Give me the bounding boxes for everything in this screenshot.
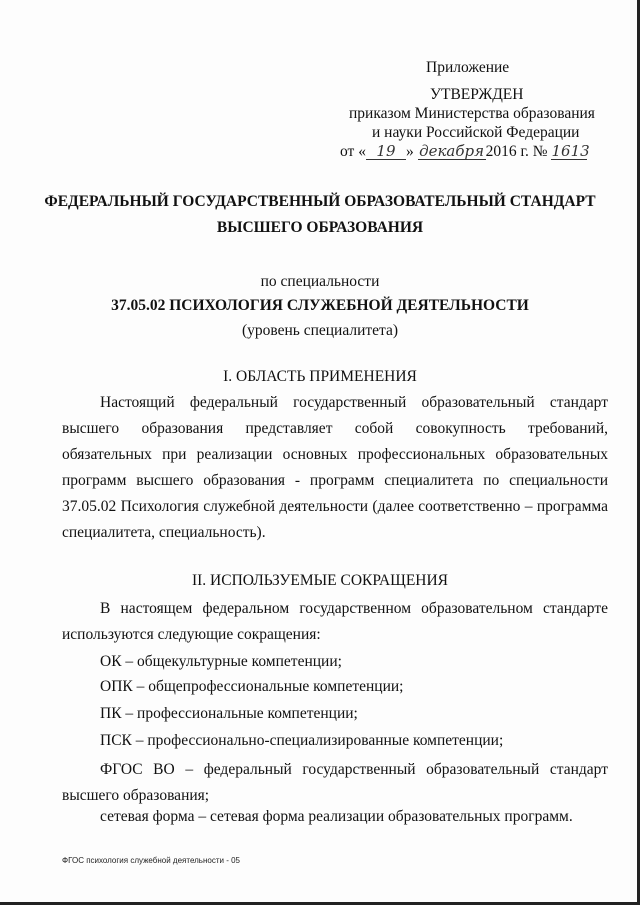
document-title-line1: ФЕДЕРАЛЬНЫЙ ГОСУДАРСТВЕННЫЙ ОБРАЗОВАТЕЛЬНЫЙ СТАНДАРТ bbox=[44, 193, 596, 210]
abbreviation-item: ОК – общекультурные компетенции; bbox=[100, 653, 342, 670]
page-footer: ФГОС психология служебной деятельности - 05 bbox=[62, 856, 240, 865]
approval-date-line bbox=[340, 142, 590, 161]
abbreviation-item: ФГОС ВО – федеральный государственный образовательный стандарт высшего образования; bbox=[62, 761, 608, 804]
approved-label: УТВЕРЖДЕН bbox=[430, 86, 524, 103]
specialty-prefix: по специальности bbox=[260, 273, 380, 290]
abbreviation-item: ОПК – общепрофессиональные компетенции; bbox=[100, 678, 404, 695]
date-year: 2016 г. № bbox=[485, 143, 548, 160]
approval-order-line: приказом Министерства образования bbox=[349, 105, 595, 122]
document-title-line2: ВЫСШЕГО ОБРАЗОВАНИЯ bbox=[216, 219, 424, 236]
appendix-label: Приложение bbox=[426, 59, 510, 76]
abbreviation-item: ПК – профессиональные компетенции; bbox=[100, 705, 358, 722]
abbreviation-item: сетевая форма – сетевая форма реализации образовательных программ. bbox=[100, 808, 573, 825]
handwritten-month: декабря bbox=[419, 142, 485, 160]
abbreviation-item: ПСК – профессионально-специализированные компетенции; bbox=[100, 732, 504, 749]
date-prefix: от « bbox=[340, 143, 366, 160]
specialty-level: (уровень специалитета) bbox=[241, 322, 399, 339]
specialty-name: 37.05.02 ПСИХОЛОГИЯ СЛУЖЕБНОЙ ДЕЯТЕЛЬНОСТИ bbox=[111, 297, 529, 314]
section2-intro: В настоящем федеральном государственном образовательном стандарте используются следующие сокращения: bbox=[62, 600, 608, 643]
section2-heading: II. ИСПОЛЬЗУЕМЫЕ СОКРАЩЕНИЯ bbox=[191, 572, 449, 589]
section1-paragraph: Настоящий федеральный государственный образовательный стандарт высшего образования представляет собой совокупность требований, обязательных при реализации основных профессиональных образовательных программ высшего образования - программ специалитета по специальности 37.05.02 Психология служебной деятельности (далее соответственно – программа специалитета, специальность). bbox=[62, 394, 608, 541]
handwritten-day: 19 bbox=[366, 144, 406, 160]
date-mid: » bbox=[405, 143, 414, 160]
handwritten-order-number: 1613 bbox=[551, 142, 590, 160]
approval-ministry-line: и науки Российской Федерации bbox=[372, 124, 580, 141]
section1-heading: I. ОБЛАСТЬ ПРИМЕНЕНИЯ bbox=[223, 368, 417, 385]
